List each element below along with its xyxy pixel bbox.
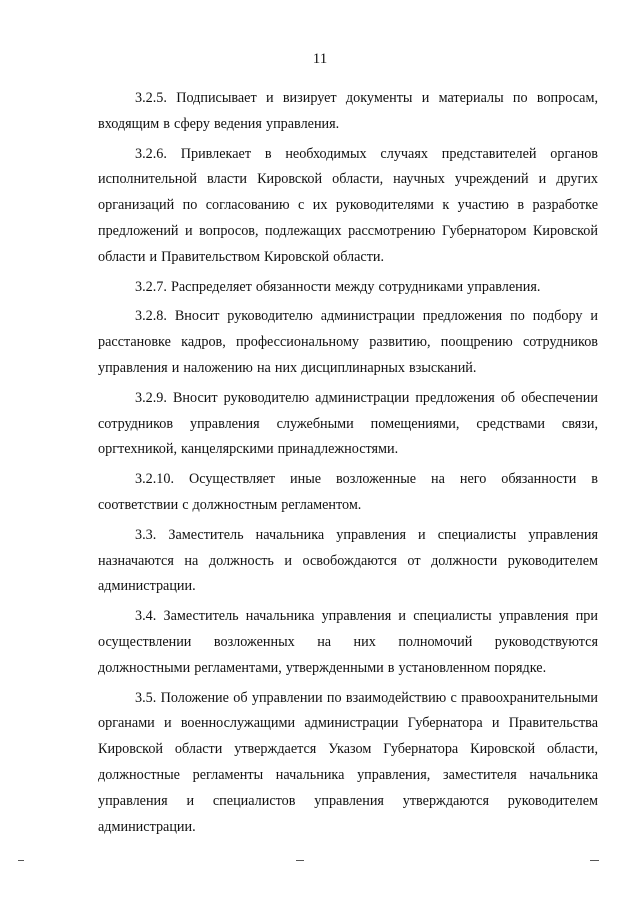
scan-artifacts xyxy=(0,860,640,870)
paragraph-3-3: 3.3. Заместитель начальника управления и специалисты управления назначаются на должность и освобождаются от должности руководителем администрации. xyxy=(98,526,598,595)
paragraph-3-2-5: 3.2.5. Подписывает и визирует документы и материалы по вопросам, входящим в сферу ведения управления. xyxy=(98,90,598,132)
paragraph-3-4: 3.4. Заместитель начальника управления и специалисты управления при осуществлении возложенных на них полномочий руководствуются должностными регламентами, утвержденными в установленном порядке. xyxy=(98,608,598,676)
paragraph-3-2-10: 3.2.10. Осуществляет иные возложенные на него обязанности в соответствии с должностным регламентом. xyxy=(98,471,598,513)
scan-speck xyxy=(590,860,599,861)
paragraph-3-2-6: 3.2.6. Привлекает в необходимых случаях представителей органов исполнительной власти Кировской области, научных учреждений и других организаций по согласованию с их руководителями к участию в разработке предложений и вопросов, подлежащих рассмотрению Губернатором Кировской области и Правительством Кировской области. xyxy=(98,145,598,265)
scan-speck xyxy=(18,860,24,861)
document-body xyxy=(98,86,598,844)
paragraph-3-2-7: 3.2.7. Распределяет обязанности между сотрудниками управления. xyxy=(135,278,541,295)
scan-speck xyxy=(296,860,304,861)
paragraph-3-2-9: 3.2.9. Вносит руководителю администрации предложения об обеспечении сотрудников управления служебными помещениями, средствами связи, оргтехникой, канцелярскими принадлежностями. xyxy=(98,389,598,458)
page-number: 11 xyxy=(312,51,328,67)
paragraph-3-5: 3.5. Положение об управлении по взаимодействию с правоохранительными органами и военнослужащими администрации Губернатора и Правительства Кировской области утверждается Указом Губернатора Кировской области, должностные регламенты начальника управления, заместителя начальника управления и специалистов управления утверждаются руководителем администрации. xyxy=(98,689,598,835)
paragraph-3-2-8: 3.2.8. Вносит руководителю администрации предложения по подбору и расстановке кадров, профессиональному развитию, поощрению сотрудников управления и наложению на них дисциплинарных взысканий. xyxy=(98,308,598,376)
